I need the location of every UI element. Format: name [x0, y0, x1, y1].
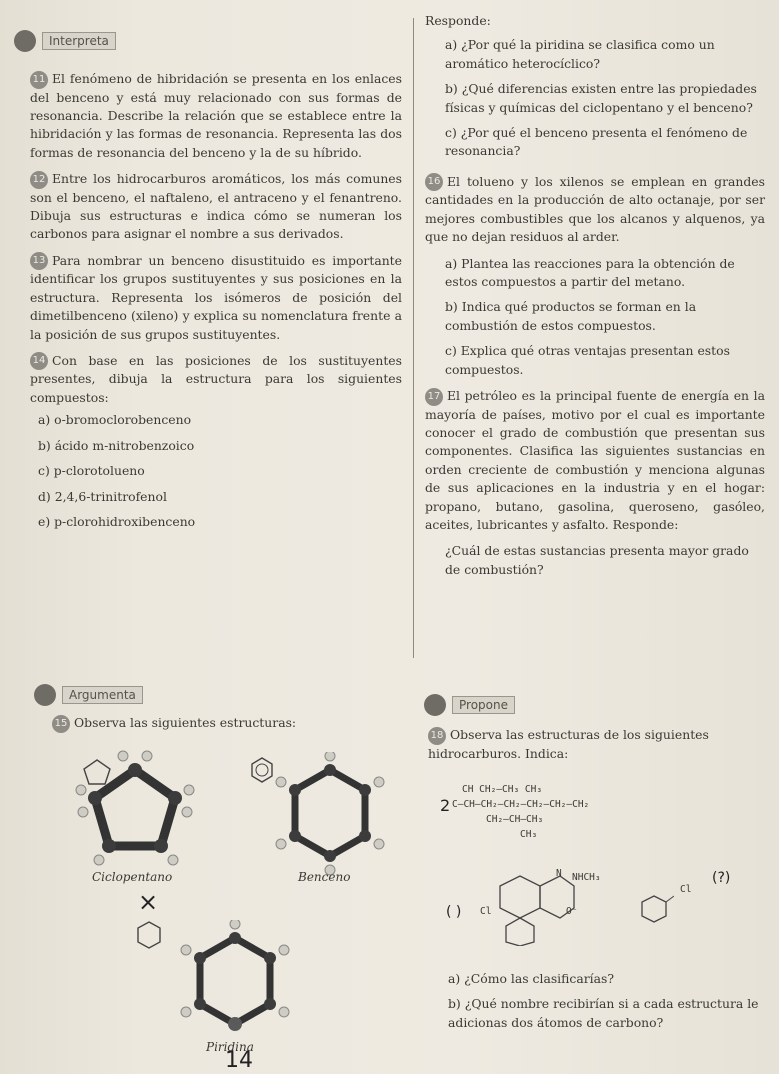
label-nhch3: NHCH₃	[572, 872, 601, 883]
responde-heading: Responde:	[425, 13, 491, 28]
q14-item: c) p-clorotolueno	[38, 463, 145, 479]
label-o: O⁻	[566, 906, 578, 917]
benzene-structure	[275, 752, 385, 877]
cyclopentane-icon	[82, 758, 112, 786]
caption-ciclopentano: Ciclopentano	[92, 870, 173, 884]
handwritten-paren: ( )	[446, 904, 462, 920]
hydrocarbon-formula: CH CH₂—CH₃ CH₃ C—CH—CH₂—CH₂—CH₂—CH₂—CH₂ CH₂—CH—CH₃ CH₃	[452, 784, 590, 840]
handwritten-x: ×	[138, 888, 159, 916]
right-column	[425, 12, 765, 579]
section-propone: Propone	[424, 694, 515, 716]
question-12: 12 Entre los hidrocarburos aromáticos, los más comunes son el benceno, el naftaleno, el antraceno y el fenantreno. Dibuja sus estructuras e indica cómo se numeran los carbonos para asignar el nombre a sus derivados.	[30, 171, 402, 242]
q16-item: c) Explica qué otras ventajas presentan estos compuestos.	[445, 343, 730, 377]
question-16: 16 El tolueno y los xilenos se emplean en grandes cantidades en la producción de alto octanaje, por ser mejores combustibles que los alcanos y alquenos, ya que no dejan residuos al arder.	[425, 173, 765, 245]
chlorobenzene-icon	[640, 890, 674, 924]
responde-item: b) ¿Qué diferencias existen entre las propiedades físicas y químicas del ciclopentano y el benceno?	[445, 81, 757, 115]
q18-items	[448, 968, 768, 1039]
question-17: 17 El petróleo es la principal fuente de energía en la mayoría de países, motivo por el cual es importante conocer el grado de combustión que presentan sus componentes. Clasifica las siguientes sustancias en orden creciente de combustión y menciona algunas de sus aplicaciones en la industria y en el hogar: propano, butano, gasolina, queroseno, gasóleo, aceites, lubricantes y asfalto. Responde:	[425, 388, 765, 532]
q14-item: a) o-bromoclorobenceno	[38, 412, 192, 428]
question-18: 18 Observa las estructuras de los siguientes hidrocarburos. Indica:	[428, 727, 709, 761]
section-badge-icon	[14, 30, 36, 52]
section-interpreta: Interpreta	[14, 30, 116, 52]
column-divider	[413, 18, 414, 658]
benzene-icon	[250, 756, 274, 784]
label-cl: Cl	[480, 906, 492, 917]
question-15: 15 Observa las siguientes estructuras:	[52, 714, 392, 733]
left-column	[30, 70, 402, 538]
pyridine-icon	[136, 920, 162, 950]
q16-item: b) Indica qué productos se forman en la combustión de estos compuestos.	[445, 299, 697, 333]
responde-item: c) ¿Por qué el benceno presenta el fenómeno de resonancia?	[445, 125, 748, 159]
section-badge-icon	[34, 684, 56, 706]
question-14: 14 Con base en las posiciones de los sustituyentes presentes, dibuja la estructura para los siguientes compuestos:	[30, 352, 402, 405]
responde-item: a) ¿Por qué la piridina se clasifica como un aromático heterocíclico?	[445, 37, 715, 71]
q14-item: e) p-clorohidroxibenceno	[38, 513, 196, 529]
handwritten-question: (?)	[712, 870, 731, 886]
handwritten-14: 14	[225, 1048, 253, 1073]
caption-benceno: Benceno	[298, 870, 351, 884]
label-cl2: Cl	[680, 884, 692, 895]
q16-item: a) Plantea las reacciones para la obtención de estos compuestos a partir del metano.	[445, 255, 735, 289]
q17-question: ¿Cuál de estas sustancias presenta mayor grado de combustión?	[445, 543, 749, 577]
section-argumenta: Argumenta	[34, 684, 143, 706]
q18-item: b) ¿Qué nombre recibirían si a cada estructura le adicionas dos átomos de carbono?	[448, 996, 759, 1030]
q18-item: a) ¿Cómo las clasificarías?	[448, 971, 615, 986]
q14-item: d) 2,4,6-trinitrofenol	[38, 488, 167, 504]
caption-piridina: Piridina	[206, 1040, 254, 1054]
question-11: 11 El fenómeno de hibridación se presenta en los enlaces del benceno y está muy relacionado con sus formas de resonancia. Describe la relación que se establece entre la hibridación y las formas de resonancia. Representa las dos formas de resonancia del benceno y la de su híbrido.	[30, 71, 402, 160]
q14-item: b) ácido m-nitrobenzoico	[38, 437, 195, 453]
pyridine-structure	[180, 920, 290, 1045]
label-n: N	[556, 868, 562, 879]
section-badge-icon	[424, 694, 446, 716]
question-13: 13 Para nombrar un benceno disustituido es importante identificar los grupos sustituyentes y sus posiciones en la estructura. Representa los isómeros de posición del dimetilbenceno (xileno) y explica su nomenclatura frente a la posición de sus grupos sustituyentes.	[30, 252, 402, 342]
handwritten-2: 2	[440, 796, 451, 815]
